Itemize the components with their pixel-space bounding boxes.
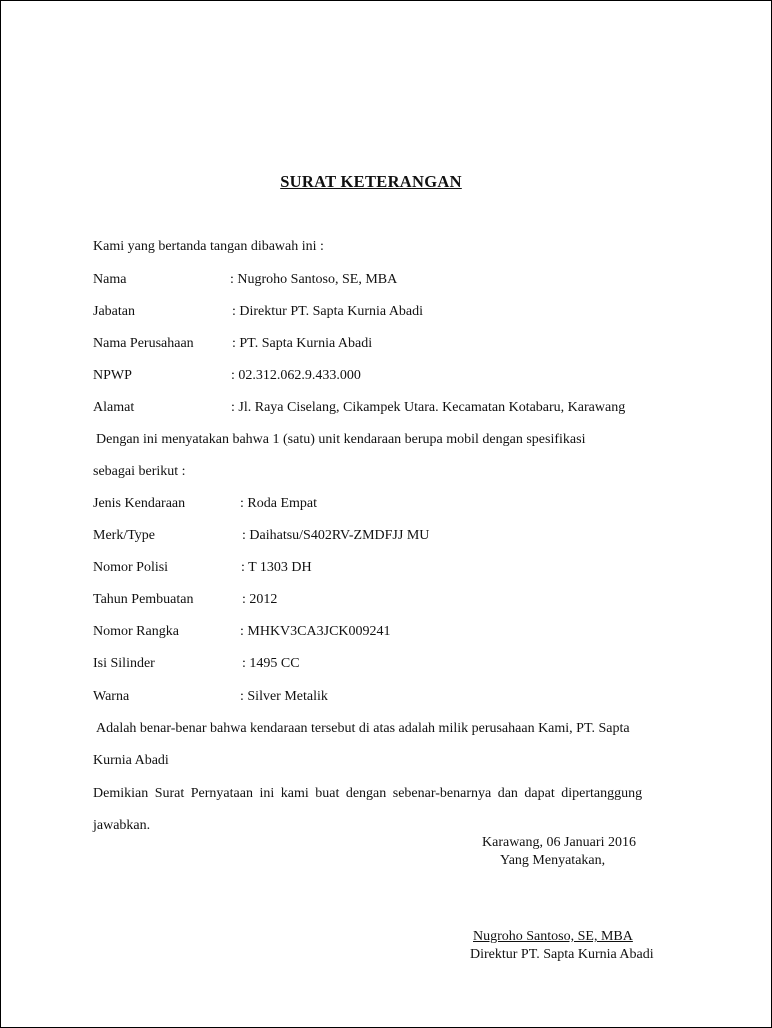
statement-line-1: Dengan ini menyatakan bahwa 1 (satu) unit kendaraan berupa mobil dengan spesifikasi	[96, 432, 586, 447]
field-label: Jenis Kendaraan	[93, 496, 186, 511]
place-date: Karawang, 06 Januari 2016	[482, 835, 636, 850]
signature-heading: Yang Menyatakan,	[500, 853, 606, 868]
signatory-title: Direktur PT. Sapta Kurnia Abadi	[470, 947, 654, 962]
page-title: SURAT KETERANGAN	[280, 172, 462, 191]
field-value: : 1495 CC	[242, 656, 300, 671]
field-value: : Nugroho Santoso, SE, MBA	[230, 272, 398, 287]
field-value: : MHKV3CA3JCK009241	[240, 624, 391, 639]
field-label: NPWP	[93, 368, 132, 383]
field-label: Isi Silinder	[93, 656, 155, 671]
intro-text: Kami yang bertanda tangan dibawah ini :	[93, 239, 324, 254]
field-label: Tahun Pembuatan	[93, 592, 194, 607]
field-label: Nama Perusahaan	[93, 336, 194, 351]
field-label: Nomor Rangka	[93, 624, 179, 639]
field-label: Nomor Polisi	[93, 560, 169, 575]
field-label: Warna	[93, 689, 130, 704]
field-label: Merk/Type	[93, 528, 156, 543]
field-value: : Silver Metalik	[240, 689, 328, 704]
field-value: : T 1303 DH	[241, 560, 312, 575]
field-value: : Jl. Raya Ciselang, Cikampek Utara. Kecamatan Kotabaru, Karawang	[231, 400, 626, 415]
field-value: : Roda Empat	[240, 496, 317, 511]
field-value: : 2012	[242, 592, 278, 607]
field-label: Alamat	[93, 400, 135, 415]
field-value: : Daihatsu/S402RV-ZMDFJJ MU	[242, 528, 430, 543]
signatory-name: Nugroho Santoso, SE, MBA	[473, 929, 633, 944]
field-value: : Direktur PT. Sapta Kurnia Abadi	[232, 304, 424, 319]
field-value: : PT. Sapta Kurnia Abadi	[232, 336, 373, 351]
field-label: Nama	[93, 272, 127, 287]
ownership-line-2: Kurnia Abadi	[93, 753, 169, 768]
closing-line-1: Demikian Surat Pernyataan ini kami buat dengan sebenar-benarnya dan dapat dipertanggung	[93, 786, 643, 801]
statement-line-2: sebagai berikut :	[93, 464, 186, 479]
field-label: Jabatan	[93, 304, 135, 319]
field-value: : 02.312.062.9.433.000	[231, 368, 361, 383]
closing-line-2: jawabkan.	[93, 818, 151, 833]
ownership-line-1: Adalah benar-benar bahwa kendaraan tersebut di atas adalah milik perusahaan Kami, PT. Sapta	[96, 721, 630, 736]
